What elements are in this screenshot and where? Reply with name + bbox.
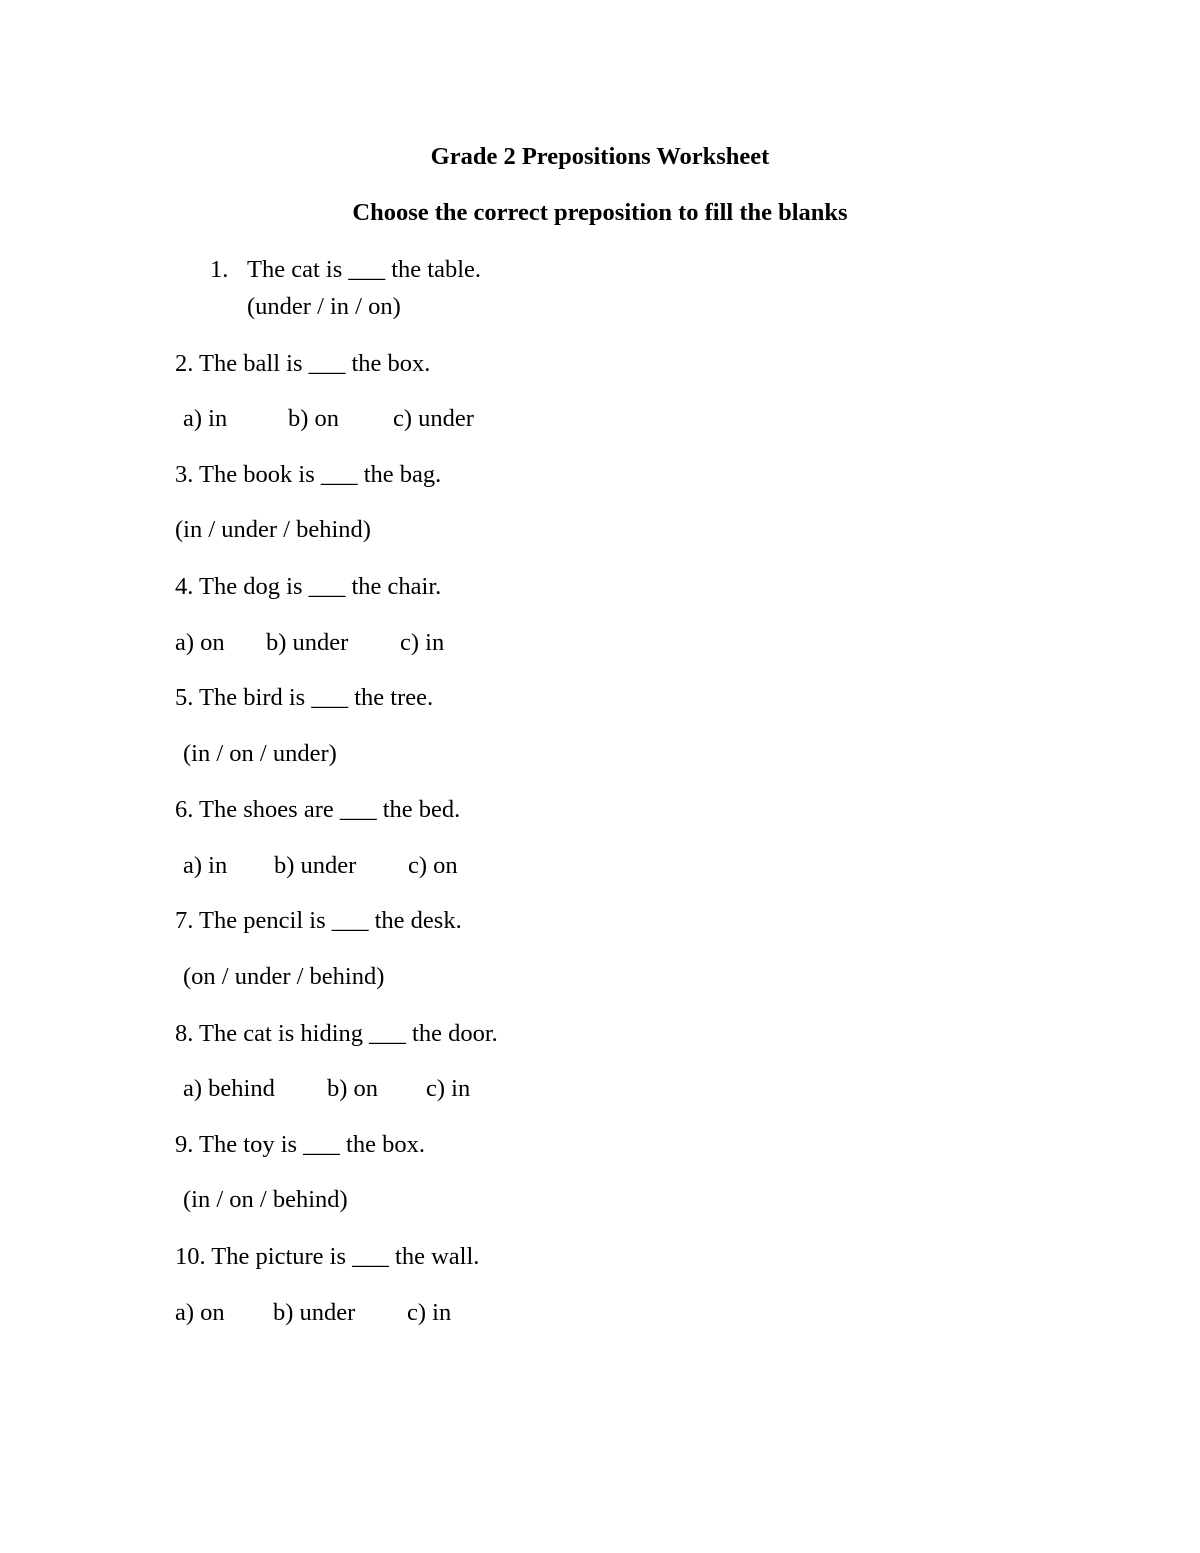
question-4-option-b: b) under <box>266 629 349 656</box>
question-3-text: 3. The book is ___ the bag. <box>175 461 442 488</box>
question-5-choices: (in / on / under) <box>183 740 337 767</box>
question-2-option-b: b) on <box>288 405 340 432</box>
question-7-choices: (on / under / behind) <box>183 963 385 990</box>
question-1-choices: (under / in / on) <box>247 293 401 320</box>
question-2-option-a: a) in <box>183 405 228 432</box>
question-9-choices: (in / on / behind) <box>183 1186 348 1213</box>
worksheet-title: Grade 2 Prepositions Worksheet <box>430 143 770 170</box>
question-8-option-c: c) in <box>426 1075 471 1102</box>
question-6-text: 6. The shoes are ___ the bed. <box>175 796 461 823</box>
question-10-option-b: b) under <box>273 1299 356 1326</box>
question-10-text: 10. The picture is ___ the wall. <box>175 1243 480 1270</box>
question-8-option-b: b) on <box>327 1075 379 1102</box>
question-2-text: 2. The ball is ___ the box. <box>175 350 431 377</box>
question-8-text: 8. The cat is hiding ___ the door. <box>175 1020 498 1047</box>
question-9-text: 9. The toy is ___ the box. <box>175 1131 425 1158</box>
question-3-choices: (in / under / behind) <box>175 516 371 543</box>
question-4-option-c: c) in <box>400 629 445 656</box>
question-6-option-a: a) in <box>183 852 228 879</box>
worksheet-instructions: Choose the correct preposition to fill the blanks <box>352 199 848 226</box>
question-4-text: 4. The dog is ___ the chair. <box>175 573 442 600</box>
question-10-option-a: a) on <box>175 1299 225 1326</box>
question-1-text: The cat is ___ the table. <box>247 256 482 283</box>
question-2-option-c: c) under <box>393 405 474 432</box>
question-6-option-c: c) on <box>408 852 458 879</box>
question-10-option-c: c) in <box>407 1299 452 1326</box>
question-7-text: 7. The pencil is ___ the desk. <box>175 907 462 934</box>
question-4-option-a: a) on <box>175 629 225 656</box>
question-6-option-b: b) under <box>274 852 357 879</box>
question-5-text: 5. The bird is ___ the tree. <box>175 684 434 711</box>
question-1-number: 1. <box>210 256 229 283</box>
question-8-option-a: a) behind <box>183 1075 275 1102</box>
